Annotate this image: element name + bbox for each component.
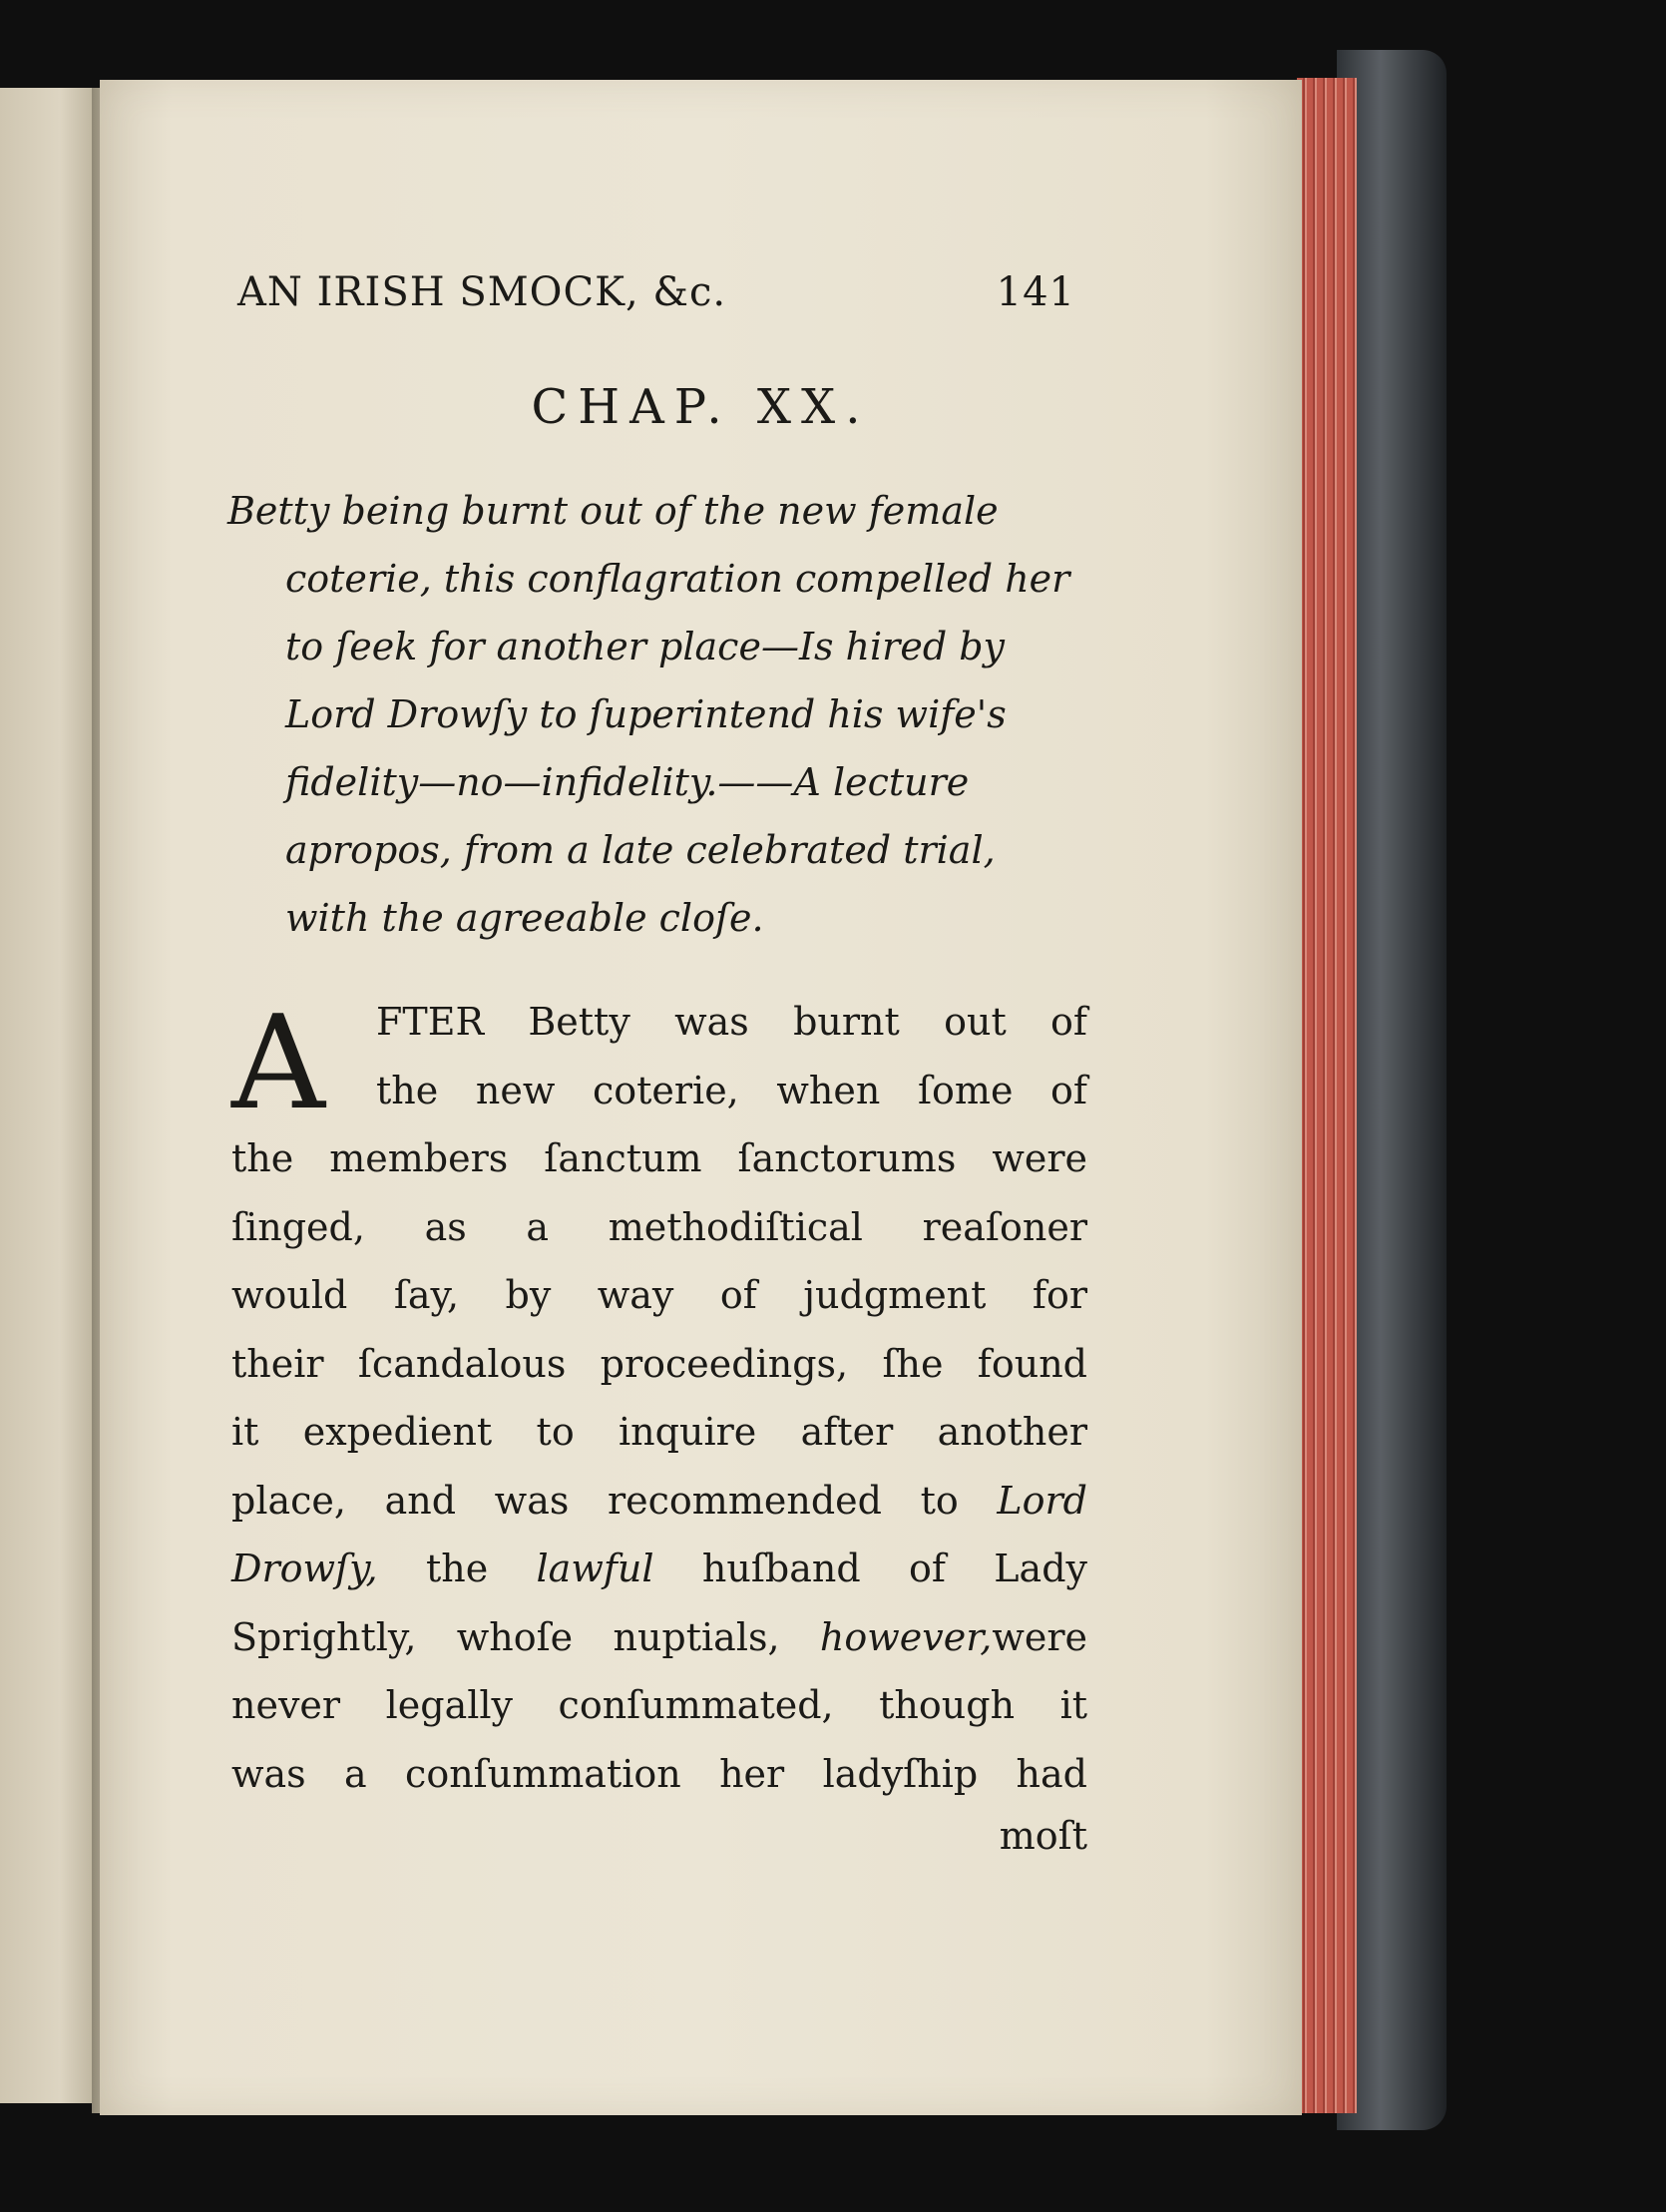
running-head-title: AN IRISH SMOCK, &c. [237,269,727,315]
chapter-argument [227,477,1085,952]
drop-cap: A [231,987,325,1138]
argument-line: coterie, this conflagration compelled her [285,557,1070,601]
argument-line: apropos, from a late celebrated trial, [285,828,996,872]
argument-line: Betty being burnt out of the new female [227,489,999,533]
text-line: never legally conſummated, though it [231,1683,1087,1727]
text-segment: place, and was recommended to [231,1478,959,1523]
italic-name: Lord [997,1478,1087,1523]
chapter-heading: CHAP. XX. [531,379,871,435]
argument-line: fidelity—no—infidelity.——A lecture [285,760,970,804]
text-line: was a conſummation her ladyſhip had [231,1751,1087,1796]
text-line: their ſcandalous proceedings, ſhe found [231,1341,1087,1386]
text-line [231,1603,1087,1672]
red-page-edges [1297,78,1357,2113]
text-line [231,1467,1087,1536]
catchword: moſt [999,1814,1087,1858]
text-line: would ſay, by way of judgment for [231,1273,1087,1317]
facing-page-edge [0,88,100,2103]
text-segment: the [425,1547,489,1590]
text-segment: Sprightly, whoſe nuptials, [231,1614,780,1659]
text-line: ſinged, as a methodiſtical reaſoner [231,1204,1087,1249]
text-segment: were [992,1614,1087,1659]
argument-line: Lord Drowſy to ſuperintend his wife's [285,692,1007,736]
italic-name: Drowſy, [231,1547,378,1590]
text-line [231,1535,1087,1603]
text-line: the members ſanctum ſanctorums were [231,1136,1087,1180]
argument-line: with the agreeable cloſe. [285,896,764,940]
body-text [231,988,1087,1808]
text-line: the new coterie, when ſome of [376,1068,1087,1112]
italic-word: lawful [536,1547,654,1590]
italic-word: however, [819,1614,993,1659]
page-number: 141 [996,269,1075,315]
text-line: it expedient to inquire after another [231,1410,1087,1454]
running-head [237,269,1075,315]
text-segment: huſband of Lady [701,1547,1087,1590]
text-line: FTER Betty was burnt out of [376,1000,1087,1044]
argument-line: to ſeek for another place—Is hired by [285,625,1006,668]
